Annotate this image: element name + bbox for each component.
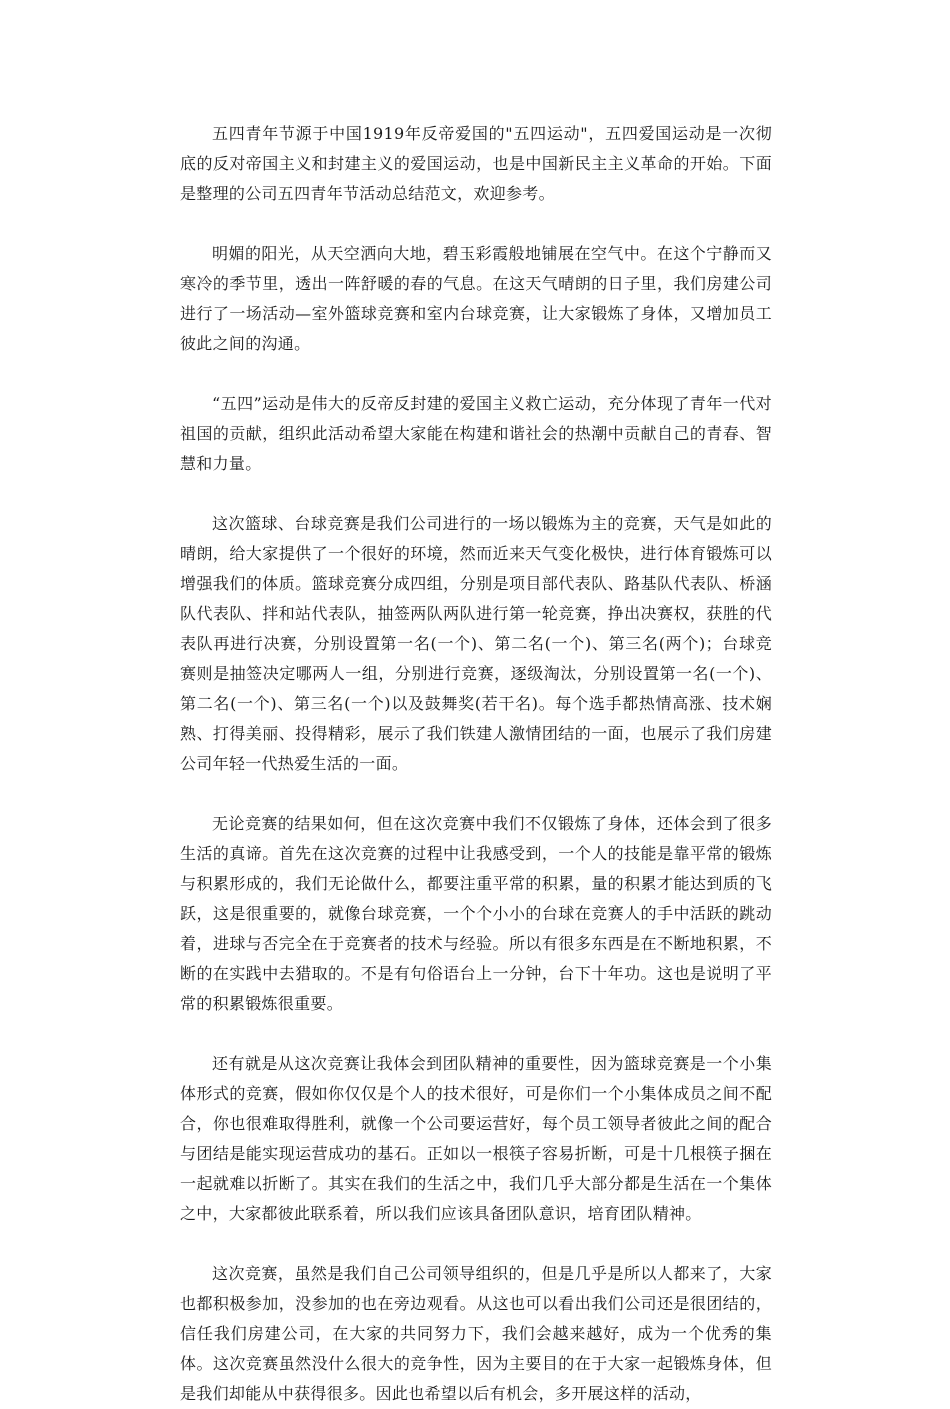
paragraph-competition: 这次篮球、台球竞赛是我们公司进行的一场以锻炼为主的竞赛，天气是如此的晴朗，给大家提供了一个很好的环境，然而近来天气变化极快，进行体育锻炼可以增强我们的体质。篮球竞赛分成四组，分别是项目部代表队、路基队代表队、桥涵队代表队、拌和站代表队，抽签两队两队进行第一轮竞赛，挣出决赛权，获胜的代表队再进行决赛，分别设置第一名(一个)、第二名(一个)、第三名(两个)；台球竞赛则是抽签决定哪两人一组，分别进行竞赛，逐级淘汰，分别设置第一名(一个)、第二名(一个)、第三名(一个)以及鼓舞奖(若干名)。每个选手都热情高涨、技术娴熟、打得美丽、投得精彩，展示了我们铁建人激情团结的一面，也展示了我们房建公司年轻一代热爱生活的一面。 [180, 514, 772, 773]
paragraph-accumulation: 无论竞赛的结果如何，但在这次竞赛中我们不仅锻炼了身体，还体会到了很多生活的真谛。首先在这次竞赛的过程中让我感受到，一个人的技能是靠平常的锻炼与积累形成的，我们无论做什么，都要注重平常的积累，量的积累才能达到质的飞跃，这是很重要的，就像台球竞赛，一个个小小的台球在竞赛人的手中活跃的跳动着，进球与否完全在于竞赛者的技术与经验。所以有很多东西是在不断地积累，不断的在实践中去猎取的。不是有句俗语台上一分钟，台下十年功。这也是说明了平常的积累锻炼很重要。 [180, 814, 772, 1013]
paragraph-may-fourth: “五四”运动是伟大的反帝反封建的爱国主义救亡运动，充分体现了青年一代对祖国的贡献，组织此活动希望大家能在构建和谐社会的热潮中贡献自己的青春、智慧和力量。 [180, 394, 772, 473]
paragraph-teamwork: 还有就是从这次竞赛让我体会到团队精神的重要性，因为篮球竞赛是一个小集体形式的竞赛，假如你仅仅是个人的技术很好，可是你们一个小集体成员之间不配合，你也很难取得胜利，就像一个公司要运营好，每个员工领导者彼此之间的配合与团结是能实现运营成功的基石。正如以一根筷子容易折断，可是十几根筷子捆在一起就难以折断了。其实在我们的生活之中，我们几乎大部分都是生活在一个集体之中，大家都彼此联系着，所以我们应该具备团队意识，培育团队精神。 [180, 1054, 772, 1223]
paragraph-conclusion: 这次竞赛，虽然是我们自己公司领导组织的，但是几乎是所以人都来了，大家也都积极参加，没参加的也在旁边观看。从这也可以看出我们公司还是很团结的，信任我们房建公司，在大家的共同努力下，我们会越来越好，成为一个优秀的集体。这次竞赛虽然没什么很大的竞争性，因为主要目的在于大家一起锻炼身体，但是我们却能从中获得很多。因此也希望以后有机会，多开展这样的活动， [180, 1264, 772, 1403]
document-page [180, 119, 772, 1409]
paragraph-intro: 五四青年节源于中国1919年反帝爱国的"五四运动"，五四爱国运动是一次彻底的反对帝国主义和封建主义的爱国运动，也是中国新民主主义革命的开始。下面是整理的公司五四青年节活动总结范文，欢迎参考。 [180, 124, 772, 203]
paragraph-sunshine: 明媚的阳光，从天空洒向大地，碧玉彩霞般地铺展在空气中。在这个宁静而又寒冷的季节里，透出一阵舒暖的春的气息。在这天气晴朗的日子里，我们房建公司进行了一场活动—室外篮球竞赛和室内台球竞赛，让大家锻炼了身体，又增加员工彼此之间的沟通。 [180, 244, 772, 353]
